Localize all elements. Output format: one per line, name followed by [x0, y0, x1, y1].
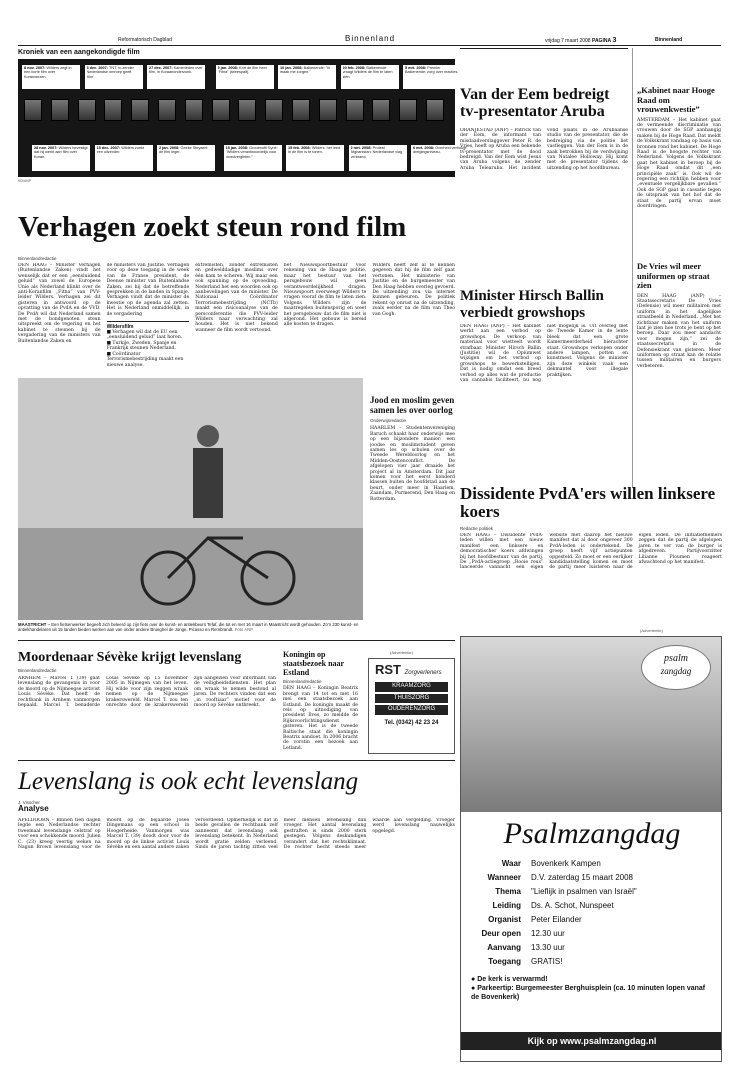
- psalmzangdag-ad[interactable]: [460, 636, 722, 1062]
- timeline-frame-top: 8 nov. 2007: Wilders zegt in een korte film over Koranverzen.: [22, 65, 80, 89]
- dissidente-text: DEN HAAG – Dissidente PvdA-leden willen met een nieuw manifest een linksere en democratischer koers afdwingen bij het hoofdbestuur van de partij. De „PvdA-actiegroep „Rooie reus” lanceerde vannacht een eigen website met daarop het nieuwe manifest dat al door ongeveer 300 PvdA-leden is ondertekend. De groep heeft vijf actiepunten opgesteld. Zo moet er een eerlijker kandidaatstelling komen en moet de partij meer luisteren naar de eigen leden. De initiatiefnemers zeggen dat de partij de afgelopen jaren te ver van de burger is afgedreven. Partijvoorzitter Lilianne Ploumen reageert afwachtend op het manifest.: [460, 533, 722, 571]
- main-col-4: het Nieuwspoortbestuur voor rekening van de Haagse politie, maar het bestuur van het persgebouw wil geen verantwoordelijkheid dragen. Nieuwspoort overweegt Wilders te vragen vooraf de film te laten zien. Volgens Wilders zijn de maatregelen buitensporig en weet het persgebouw dat de film niet is afgerond. Het gebouw is bereid alle kosten te dragen.: [283, 263, 367, 328]
- psalm-bullet: ● De kerk is verwarmd!: [471, 976, 548, 983]
- timeline: [18, 48, 467, 190]
- timeline-frame-bottom: 15 feb. 2008: Wilders: het leed in de film is te tonen.: [286, 145, 344, 171]
- kabinet-headline: „Kabinet naar Hooge Raad om vrouwenkwestie”: [637, 86, 715, 114]
- jood-text: HAARLEM – Studentenvereniging Baruch schaakt haar onderwijs mee op een bijzondere manier: een joodse en moslimstudent geven samen les op scholen over de Tweede Wereldoorlog en het Midden-Oostenconflict. De afgelopen vier jaar draaide het project al in Amsterdam. Dit jaar komen voor het eerst honderd klassen buiten de hoofdstad aan de beurt, onder meer in Haarlem, Zaandam, Purmerend, Den Haag en Rotterdam.: [370, 426, 455, 502]
- vandereem-headline: Van der Eem bedreigt tv-presentator Aruba: [460, 86, 610, 120]
- kabinet-article: [637, 86, 721, 246]
- ad-label-center: (Advertentie): [390, 650, 413, 655]
- main-col-2: de ministers van Justitie. Verhagen voor op deze toegang in de week van de Franse president, de Deense minister van Buitenlandse Zaken, zei hij dat de betreffende gesprekken in de landen in Spanje. Verhagen vindt dat de minister de kwestie op de agenda zal zetten. Het is Nederland onmiddellijk, in de vergadering: [106, 263, 190, 317]
- psalm-badge: psalm zangdag: [641, 645, 711, 690]
- timeline-source: RD/ANP: [18, 179, 32, 183]
- portrait-thumbnail: [185, 99, 203, 121]
- wildersfilm-item: ■ Verhagen wil dat de EU een „eensluidend geluid” laat horen.: [106, 330, 183, 341]
- timeline-frame-top: 5 mrt. 2008: Premier Balkenende: zorg over reacties.: [403, 65, 461, 89]
- hirsch-headline: Minister Hirsch Ballin verbiedt growshops: [460, 288, 604, 321]
- portrait-thumbnail: [346, 99, 364, 121]
- jood-dept: Onderwijsredactie: [370, 418, 407, 423]
- psalm-detail-row: Waar Bovenkerk Kampen: [501, 859, 601, 868]
- timeline-frame-bottom: 6 mrt. 2008: Overheid verhoogt dreigingsniveau.: [411, 145, 469, 171]
- timeline-frame-top: 20 feb. 2008: Balkenende vraagt Wilders de film te laten zien.: [341, 65, 399, 89]
- wildersfilm-item: ■ Coördinator Terrorismebestrijding maakt een nieuwe analyse.: [106, 351, 184, 368]
- main-col-5: Wilders heeft zelf al te kennen gegeven dat hij de film zelf gaat vertonen. Het ministerie van Justitie en de burgemeester van Den Haag hebben overleg gevoerd. De uitzending zou via internet kunnen gebeuren. De politiek rekent op onrust na de uitzending, zoals eerder na de film van Theo van Gogh.: [372, 263, 455, 317]
- cyclist-icon: [18, 378, 363, 620]
- dissidente-dept: Redactie politiek: [460, 526, 494, 531]
- psalm-bullets: [471, 975, 713, 1002]
- psalm-detail-row: Aanvang 13.30 uur: [487, 943, 565, 952]
- psalm-detail-row: Toegang GRATIS!: [488, 957, 563, 966]
- psalm-detail-row: Wanneer D.V. zaterdag 15 maart 2008: [487, 873, 633, 882]
- devries-headline: De Vries wil meer uniformen op straat zien: [637, 262, 710, 290]
- psalm-detail-row: Deur open 12.30 uur: [481, 929, 565, 938]
- rst-service-ouderenzorg: OUDERENZORG: [375, 705, 448, 714]
- dissidente-headline: Dissidente PvdA'ers willen linksere koers: [460, 484, 716, 521]
- portrait-thumbnail: [399, 99, 417, 121]
- timeline-frame-bottom: 15 dec. 2007: Wilders zoekt een uitzender.: [95, 145, 153, 171]
- moordenaar-text: ARNHEM – Marcel T. (39) gaat levenslang de gevangenis in voor de moord op de Nijmeegse activist Louis Sévèke. Dat heeft de rechtbank in Arnhem vanmorgen bepaald. Marcel T. benaderde Louis Sévèke op 15 november 2005 in Nijmegen van het leven. Hij wilde voor zijn zeggen wraak nemen op de Nijmeegse krakerswereld. Marcel T. zou ten onrechte door de krakerswereld zijn aangezien voor informant van de veiligheidsdiensten. Het plan om wraak te nemen bestond al jaren. De rechters vinden dat een „in rooftiaar” motief voor de moord op Sévèke ontbreekt.: [18, 676, 276, 709]
- portrait-thumbnail: [372, 99, 390, 121]
- portrait-thumbnail: [78, 99, 96, 121]
- timeline-frame-top: 27 dec. 2007: Kamerleden over film, in Koraanonderzoek.: [147, 65, 205, 89]
- wildersfilm-box: [107, 321, 190, 368]
- filmstrip: [18, 59, 467, 177]
- portrait-thumbnail: [265, 99, 283, 121]
- psalm-details: [461, 859, 722, 971]
- timeline-frame-bottom: 28 nov. 2007: Wilders bevestigt dat hij werkt aan film over Koran.: [32, 145, 90, 171]
- moordenaar-headline: Moordenaar Sévèke krijgt levenslang: [18, 650, 242, 665]
- ad-label-right: (Advertentie): [640, 628, 663, 633]
- rst-ad[interactable]: [368, 658, 455, 754]
- portrait-thumbnail: [158, 99, 176, 121]
- header-date: vrijdag 7 maart 2008 PAGINA 3: [545, 37, 617, 44]
- psalm-title: Psalmzangdag: [503, 817, 681, 850]
- photo-caption: MAASTRICHT – Een fietsenwerker begeeft zich beleerd op zijn fiets over de kunst- en antiekbeurs Tefaf, die tot en met 16 maart in Maastricht wordt gehouden. Zo'n 230 kunst- en antiekhandelaren uit 15 landen bieden werken aan van onder andere Brueghel de Jonge, Picasso en Rembrandt. Foto ANP: [18, 622, 359, 632]
- psalm-detail-row: Thema "Lieflijk in psalmen van Israël": [495, 887, 637, 896]
- koningin-article: [283, 650, 358, 752]
- header-section: Binnenland: [345, 34, 396, 43]
- psalm-detail-row: Leiding Ds. A. Schot, Nunspeet: [492, 901, 614, 910]
- portrait-thumbnail: [212, 99, 230, 121]
- moordenaar-dept: Binnenlandredactie: [18, 668, 57, 673]
- portrait-thumbnail: [292, 99, 310, 121]
- vandereem-text: ORANJESTAD (ANP) – Patrick van der Eem, de informant van misdaadverslaggever Peter R. de Vries, heeft op Aruba een bekende tv-presentator met de dood bedreigd. Van der Eem wist Jesus van Aruba volgens de zender Aruba Telearuba. Het incident vond plaats in de Arubaanse studio van de presentator, die de bedreiging via de politie liet vastleggen. Van der Eem is in de zaak betrokken bij de verdwijning van Natalee Holloway. Hij komt met de presentator tijdens de uitzending op het hoofdbureau.: [460, 128, 628, 171]
- main-headline: Verhagen zoekt steun rond film: [18, 211, 407, 243]
- portrait-thumbnail: [131, 99, 149, 121]
- kabinet-text: AMSTERDAM – Het kabinet gaat de vermeende discriminatie van vrouwen door de SGP aanhangig maken bij de Hoge Raad. Dat meldt de Volkskrant vandaag op basis van bronnen rond het kabinet. De Hoge Raad is de hoogste rechter van Nederland. Volgens de Volkskrant gaat het kabinet in beroep bij de Hoge Raad omdat dit „een principiële zaak” is. Ook wil de regering een richtlijn hebben voor „eventuele vergelijkbare gevallen.” Ook de SGP gaat in cassatie tegen de uitspraak van het hof dat de staat de partij ervan moet doordringen.: [637, 117, 721, 209]
- koningin-text: DEN HAAG – Koningin Beatrix brengt van 14 tot en met 16 mei een staatsbezoek aan Estland. De koningin maakt de reis op uitnodiging van president Ilves, zo meldde de Rijksvoorlichtingsdienst gisteren. Het is de tweede Baltische staat die koningin Beatrix aandoet. In 2006 bracht de vorstin een bezoek aan Letland.: [283, 686, 358, 751]
- psalm-detail-row: Organist Peter Eilander: [488, 915, 582, 924]
- portrait-thumbnail: [104, 99, 122, 121]
- rst-logo: RST Zorgverleners: [375, 662, 442, 677]
- portrait-thumbnail: [426, 99, 444, 121]
- portrait-thumbnail: [51, 99, 69, 121]
- timeline-frame-top: 10 jan. 2008: Balkenende: "Ik maak me zorgen.": [278, 65, 336, 89]
- jood-headline: Jood en moslim geven samen les over oorlog: [370, 395, 455, 415]
- rst-service-thuiszorg: THUISZORG: [375, 694, 448, 703]
- main-col-3: extremisten, zonder extremisten en gedwelddadige moslims over één kam te scheren. Wij maar een ook spanning op de opvoeding. Nederland het een woorden ook op aanbevelingen van de minister. De Nationaal Coördinator Terrorismebestrijding (NCTb) maakt een risicoanalyse van de persconferentie die PVV-leider Wilders naar verwachting zal houden. Het is niet bekend wanneer de film wordt vertoond.: [195, 263, 278, 333]
- rst-phone: Tel. (0342) 42 23 24: [384, 719, 439, 726]
- levenslang-author: J. Visscher: [18, 800, 40, 805]
- main-dept: Binnenlandredactie: [18, 256, 57, 261]
- timeline-title: Kroniek van een aangekondigde film: [18, 49, 140, 56]
- timeline-frame-bottom: 15 jan. 2008: Grootmufti Syrië: "Wilders verantwoordelijk voor bloedvergieten.": [224, 145, 282, 171]
- timeline-frame-top: 3 dec. 2007: TNT, tv-zender Nederlandse omroep geeft 'film'.: [85, 65, 143, 89]
- koningin-headline: Koningin op staatsbezoek naar Estland: [283, 650, 344, 677]
- psalm-bullet: ● Parkeertip: Burgemeester Berghuisplein (ca. 10 minuten lopen vanaf de Bovenkerk): [471, 985, 706, 1001]
- levenslang-text: APELDOORN – Binnen tien dagen legde een Nederlandse rechter tweemaal levenslange celstraf op voor een schokkende moord. Julien C. (23) kreeg veertig weken na Nagun Brown levenslang voor de moord op de bejaarde Josee Dingemans op een school in Hoogerheide. Vanmorgen was Marcel T. (39) doodt door voor de moord op de linkse activist Louis Sévèke en een aantal andere zaken veroordeeld. Opmerkelijk is dat in beide gevallen de rechtbank zelf aanneemt dat levenslang ook levenslang betekent. In Nederland wordt gratie zelden verleend. Sinds de jaren tachtig zitten veel meer mensen levenslang dan vroeger. Het aantal levenslang gestraften is sinds 2000 sterk gestegen. Volgens deskundigen verandert dat het rechtsklimaat. De rechter hecht steeds meer waarde aan vergelding. Vroeger werd levenslang nauwelijks opgelegd.: [18, 818, 455, 851]
- rst-service-kraamzorg: KRAAMZORG: [375, 682, 448, 691]
- portrait-thumbnail: [24, 99, 42, 121]
- hirsch-text: DEN HAAG (ANP) – Het kabinet werkt aan een verbod op growshops. De verkoop van materiaal voor wietteelt wordt strafbaar. Minister Hirsch Ballin (Justitie) wil de Opiumwet wijzigen om het verbod op growshops te bewerkstelligen. Dat is nodig omdat een breed verbod op alles wat de productie van cannabis faciliteert, nu nog niet mogelijk is. Uit overleg met de Tweede Kamer in de lente bleek dat een grote Kamermeerderheid hierachter staat. Growshops verkopen onder andere lampen, potten en kunstmest. Volgens de minister zijn deze winkels vaak een dekmantel voor illegale praktijken.: [460, 324, 628, 384]
- psalm-url-link[interactable]: Kijk op www.psalmzangdag.nl: [461, 1032, 722, 1050]
- header-right-label: Binnenland: [655, 37, 683, 43]
- timeline-frame-top: 9 jan. 2008: Kort de film heet "Fitna" (tweespalt).: [216, 65, 274, 89]
- portrait-thumbnail: [319, 99, 337, 121]
- koningin-dept: Binnenlandredactie: [283, 679, 322, 684]
- timeline-frame-bottom: 2 mrt. 2008: Protest Afghanistan: Nederlandse vlag verbrand.: [349, 145, 407, 171]
- devries-article: [637, 262, 721, 487]
- levenslang-kicker: Analyse: [18, 804, 49, 813]
- levenslang-headline: Levenslang is ook echt levenslang: [18, 768, 359, 795]
- timeline-frame-bottom: 2 jan. 2008: Geeke Steyaert: de film leger.: [157, 145, 215, 171]
- wildersfilm-item: ■ Turkije, Zweden, Spanje en Frankrijk steunen Nederland.: [106, 340, 177, 352]
- jood-article: [370, 395, 455, 625]
- main-body: [18, 263, 455, 375]
- header-paper: Reformatorisch Dagblad: [118, 37, 172, 43]
- main-col-1: DEN HAAG – Minister Verhagen (Buitenlandse Zaken) vindt het wenselijk dat er een „eensluidend geluid” van zowel de Europese Unie als Nederland klinkt over de anti-Koranfilm „Fitna” van PVV-leider Wilders. Verhagen zei dit gisteren in antwoord op de opvatting van de PvdA en de VVD. De PvdA wil dat Nederland samen met de bondgenoten steun uitspreekt om de regering en het kabinet te steunen bij de vergadering van de ministers van Buitenlandse Zaken en: [18, 263, 101, 344]
- cyclist-photo: [18, 378, 363, 620]
- wildersfilm-title: Wildersfilm: [106, 324, 134, 331]
- portrait-thumbnail: [238, 99, 256, 121]
- devries-text: DEN HAAG (ANP) – Staatssecretaris De Vries (Defensie) wil meer militairen met uniform in het dagelijkse straatbeeld in Nederland. „Met het zichtbaar maken van het uniform laat je zien hoe trots je bent op het beroep. Daar zou meer aandacht voor mogen zijn,” zei de staatssecretaris in de Defensiekrant van gisteren. Meer uniformen op straat kan de relatie tussen militairen en burgers verbeteren.: [637, 293, 721, 369]
